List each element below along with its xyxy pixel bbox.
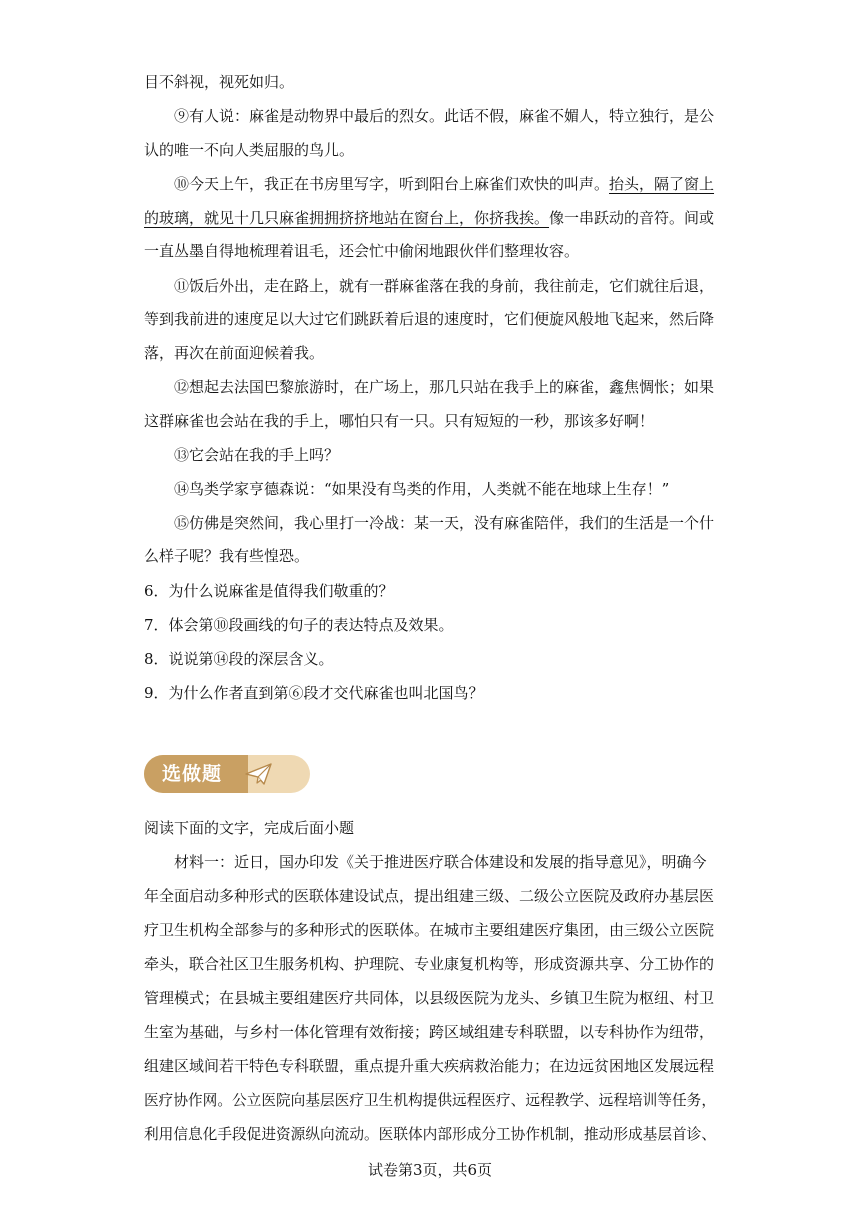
paragraph-10-line-3: 一直丛墨自得地梳理着诅毛，还会忙中偷闲地跟伙伴们整理妆容。 bbox=[144, 242, 580, 260]
paragraph-15-line-2: 么样子呢？我有些惶恐。 bbox=[144, 547, 310, 565]
underlined-sentence: 抬头，隔了窗上 bbox=[609, 175, 715, 193]
material-1-line-1: 材料一：近日，国办印发《关于推进医疗联合体建设和发展的指导意见》，明确今 bbox=[174, 853, 707, 871]
material-1-line-6: 生室为基础，与乡村一体化管理有效衔接；跨区域组建专科联盟，以专科协作为纽带， bbox=[144, 1023, 715, 1041]
paragraph-13-line-1: ⑬它会站在我的手上吗？ bbox=[174, 446, 340, 464]
material-1-line-2: 年全面启动多种形式的医联体建设试点，提出组建三级、二级公立医院及政府办基层医 bbox=[144, 887, 715, 905]
question-8: 8．说说第⑭段的深层含义。 bbox=[144, 650, 334, 668]
material-1-line-9: 利用信息化手段促进资源纵向流动。医联体内部形成分工协作机制，推动形成基层首诊、 bbox=[144, 1125, 717, 1143]
paragraph-11-line-1: ⑪饭后外出，走在路上，就有一群麻雀落在我的身前，我往前走，它们就往后退， bbox=[174, 277, 715, 295]
passage-line: 目不斜视，视死如归。 bbox=[144, 73, 295, 91]
question-7: 7．体会第⑩段画线的句子的表达特点及效果。 bbox=[144, 616, 454, 634]
paragraph-9-line-1: ⑨有人说：麻雀是动物界中最后的烈女。此话不假，麻雀不媚人，特立独行，是公 bbox=[174, 107, 715, 125]
paragraph-12-line-1: ⑫想起去法国巴黎旅游时，在广场上，那几只站在我手上的麻雀，鑫焦惆怅；如果 bbox=[174, 378, 715, 396]
question-6: 6．为什么说麻雀是值得我们敬重的？ bbox=[144, 582, 394, 600]
paragraph-14-line-1: ⑭鸟类学家亨德森说：“如果没有鸟类的作用，人类就不能在地球上生存！” bbox=[174, 480, 670, 498]
page-footer: 试卷第3页，共6页 bbox=[367, 1161, 493, 1179]
material-1-line-3: 疗卫生机构全部参与的多种形式的医联体。在城市主要组建医疗集团，由三级公立医院 bbox=[144, 921, 715, 939]
paragraph-10-line-2 bbox=[144, 208, 714, 228]
material-1-line-8: 医疗协作网。公立医院向基层医疗卫生机构提供远程医疗、远程教学、远程培训等任务， bbox=[144, 1091, 717, 1109]
reading-instruction: 阅读下面的文字，完成后面小题 bbox=[144, 819, 355, 837]
paper-plane-icon bbox=[244, 761, 274, 787]
optional-section-badge bbox=[144, 755, 310, 793]
section-title: 选做题 bbox=[162, 763, 223, 785]
paragraph-9-line-2: 认的唯一不向人类屈服的鸟儿。 bbox=[144, 141, 355, 159]
paragraph-10-text: ⑩今天上午，我正在书房里写字，听到阳台上麻雀们欢快的叫声。 bbox=[174, 175, 610, 193]
paragraph-15-line-1: ⑮仿佛是突然间，我心里打一冷战：某一天，没有麻雀陪伴，我们的生活是一个什 bbox=[174, 514, 715, 532]
paragraph-12-line-2: 这群麻雀也会站在我的手上，哪怕只有一只。只有短短的一秒，那该多好啊！ bbox=[144, 412, 655, 430]
underlined-sentence: 的玻璃，就见十几只麻雀拥拥挤挤地站在窗台上，你挤我挨。 bbox=[144, 209, 550, 227]
question-9: 9．为什么作者直到第⑥段才交代麻雀也叫北国鸟？ bbox=[144, 684, 484, 702]
material-1-line-5: 管理模式；在县城主要组建医疗共同体，以县级医院为龙头、乡镇卫生院为枢纽、村卫 bbox=[144, 989, 715, 1007]
material-1-line-4: 牵头，联合社区卫生服务机构、护理院、专业康复机构等，形成资源共享、分工协作的 bbox=[144, 955, 715, 973]
paragraph-10-line-1 bbox=[174, 174, 714, 194]
paragraph-11-line-3: 落，再次在前面迎候着我。 bbox=[144, 344, 325, 362]
paragraph-11-line-2: 等到我前进的速度足以大过它们跳跃着后退的速度时，它们便旋风般地飞起来，然后降 bbox=[144, 310, 715, 328]
paragraph-10-text: 像一串跃动的音符。间或 bbox=[549, 209, 715, 227]
material-1-line-7: 组建区域间若干特色专科联盟，重点提升重大疾病救治能力；在边远贫困地区发展远程 bbox=[144, 1057, 715, 1075]
